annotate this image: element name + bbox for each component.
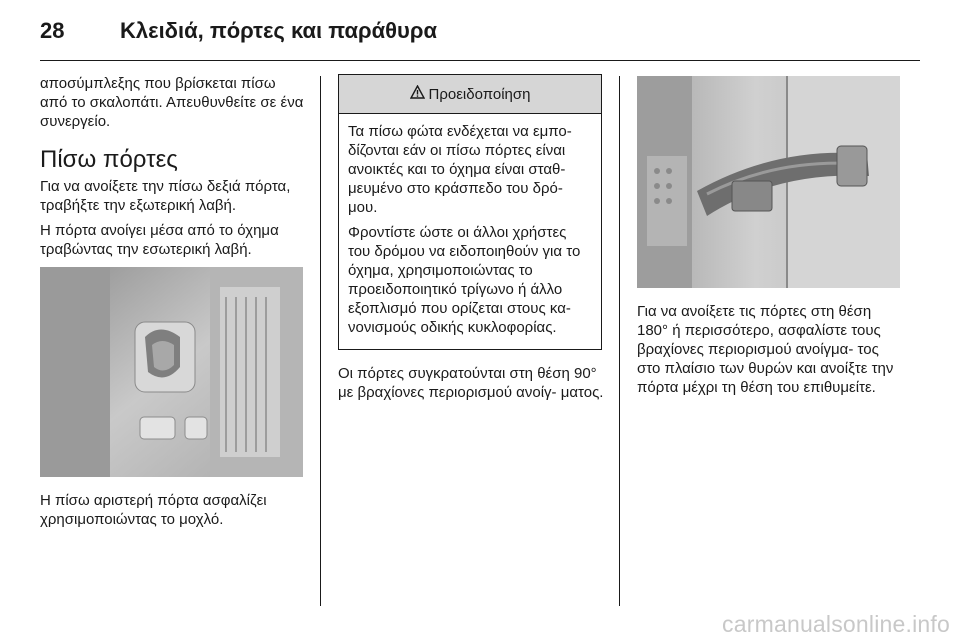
paragraph-inside-handle: Η πόρτα ανοίγει μέσα από το όχημα τραβώντας την εσωτερική λαβή.: [40, 222, 279, 258]
warning-header: [339, 75, 601, 114]
warning-paragraph-1: Τα πίσω φώτα ενδέχεται να εμπο- δίζονται εάν οι πίσω πόρτες είναι ανοικτές και το όχημα είναι σταθ- μευμένο στο κράσπεδο του δρό- μου.: [348, 123, 572, 216]
column-divider-1: [320, 76, 321, 606]
paragraph-open-right-door: Για να ανοίξετε την πίσω δεξιά πόρτα, τραβήξτε την εξωτερική λαβή.: [40, 178, 291, 214]
continuation-paragraph: αποσύμπλεξης που βρίσκεται πίσω από το σκαλοπάτι. Απευθυνθείτε σε ένα συνεργείο.: [40, 75, 304, 130]
paragraph-90-degrees: Οι πόρτες συγκρατούνται στη θέση 90° με βραχίονες περιορισμού ανοίγ- ματος.: [338, 365, 604, 401]
warning-box: [338, 74, 602, 350]
door-lever-photo: [40, 267, 303, 477]
page-number: 28: [40, 18, 65, 43]
header-divider: [40, 60, 920, 61]
paragraph-180-degrees: Για να ανοίξετε τις πόρτες στη θέση 180° ή περισσότερο, ασφαλίστε τους βραχίονες περιορισμού ανοίγμα- τος στο πλαίσιο των θυρών και ανοίξτε την πόρτα μέχρι τη θέση του επιθυμείτε.: [637, 303, 894, 396]
door-check-strap-photo: [637, 76, 900, 288]
section-heading-rear-doors: Πίσω πόρτες: [40, 146, 178, 173]
page-header: [0, 0, 960, 60]
warning-title: Προειδοποίηση: [428, 85, 531, 103]
paragraph-left-door-lever: Η πίσω αριστερή πόρτα ασφαλίζει χρησιμοποιώντας το μοχλό.: [40, 492, 267, 528]
warning-body: [339, 114, 601, 349]
column-divider-2: [619, 76, 620, 606]
watermark-text: carmanualsonline.info: [722, 611, 950, 637]
warning-paragraph-2: Φροντίστε ώστε οι άλλοι χρήστες του δρόμου να ειδοποιηθούν για το όχημα, χρησιμοποιώντας το προειδοποιητικό τρίγωνο ή άλλο εξοπλισμό που ορίζεται στους κα- νονισμούς οδικής κυκλοφορίας.: [348, 224, 581, 336]
column-1: [40, 74, 306, 535]
chapter-title: Κλειδιά, πόρτες και παράθυρα: [120, 18, 437, 43]
column-3: [637, 74, 905, 403]
warning-triangle-icon: [410, 85, 425, 104]
column-2: [338, 74, 604, 408]
